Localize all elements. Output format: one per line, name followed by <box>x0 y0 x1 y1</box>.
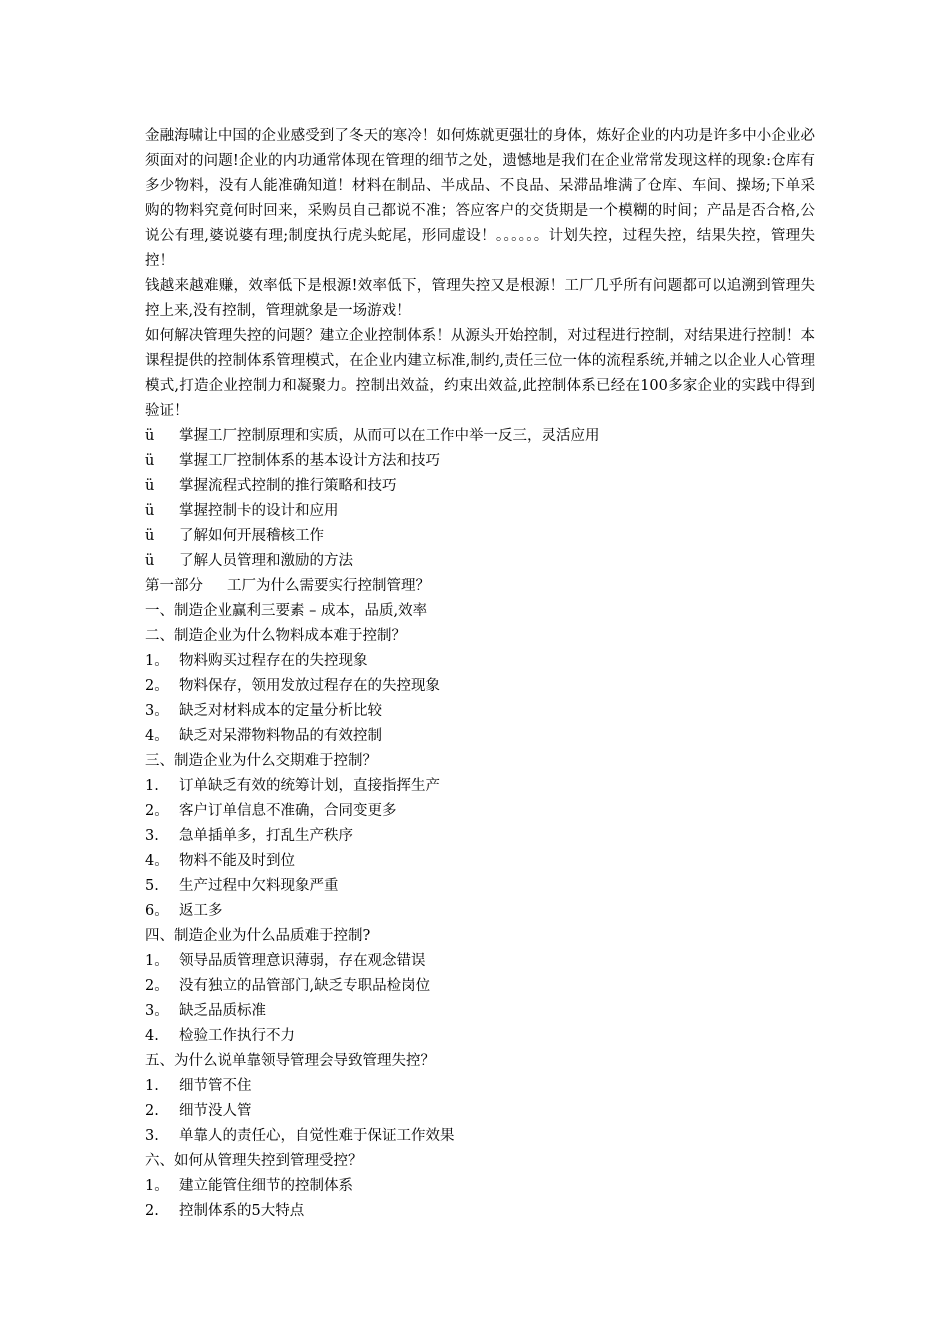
list-item <box>145 1074 815 1099</box>
list-item <box>145 824 815 849</box>
check-bullet: ü <box>145 553 155 569</box>
section-heading: 三、制造企业为什么交期难于控制？ <box>145 753 377 769</box>
list-item <box>145 974 815 999</box>
item-number: 2. <box>145 1103 159 1119</box>
check-bullet: ü <box>145 528 155 544</box>
check-bullet: ü <box>145 478 155 494</box>
intro-paragraph-2: 钱越来越难赚，效率低下是根源!效率低下，管理失控又是根源！工厂几乎所有问题都可以追溯到管理失控上来,没有控制，管理就象是一场游戏！ <box>145 278 815 319</box>
list-item <box>145 724 815 749</box>
objective-text: 了解人员管理和激励的方法 <box>179 553 353 569</box>
objectives-list <box>145 424 815 574</box>
item-number: 1。 <box>145 653 169 669</box>
list-item <box>145 1024 815 1049</box>
part-heading <box>145 574 815 599</box>
item-text: 物料保存，领用发放过程存在的失控现象 <box>179 678 440 694</box>
item-number: 3. <box>145 828 159 844</box>
item-number: 2。 <box>145 803 169 819</box>
item-text: 订单缺乏有效的统筹计划，直接指挥生产 <box>179 778 440 794</box>
item-number: 2。 <box>145 678 169 694</box>
item-text: 领导品质管理意识薄弱，存在观念错误 <box>179 953 426 969</box>
item-number: 4。 <box>145 728 169 744</box>
item-number: 2. <box>145 1203 159 1219</box>
item-text: 细节管不住 <box>179 1078 252 1094</box>
section-heading: 一、制造企业赢利三要素 – 成本，品质,效率 <box>145 603 428 619</box>
list-item <box>145 899 815 924</box>
objective-text: 掌握工厂控制原理和实质，从而可以在工作中举一反三，灵活应用 <box>179 428 600 444</box>
item-text: 客户订单信息不准确，合同变更多 <box>179 803 397 819</box>
list-item <box>145 1099 815 1124</box>
item-text: 单靠人的责任心，自觉性难于保证工作效果 <box>179 1128 455 1144</box>
list-item <box>145 874 815 899</box>
part-title: 工厂为什么需要实行控制管理？ <box>227 578 430 594</box>
objective-item <box>145 449 815 474</box>
item-text: 缺乏对材料成本的定量分析比较 <box>179 703 382 719</box>
item-number: 3。 <box>145 1003 169 1019</box>
objective-item <box>145 424 815 449</box>
objective-text: 掌握控制卡的设计和应用 <box>179 503 339 519</box>
section-heading: 二、制造企业为什么物料成本难于控制？ <box>145 628 406 644</box>
item-text: 返工多 <box>179 903 223 919</box>
check-bullet: ü <box>145 453 155 469</box>
document-body <box>145 124 815 1224</box>
item-number: 1。 <box>145 953 169 969</box>
list-item <box>145 1124 815 1149</box>
item-text: 没有独立的品管部门,缺乏专职品检岗位 <box>179 978 431 994</box>
intro-paragraph-1: 金融海啸让中国的企业感受到了冬天的寒冷！如何炼就更强壮的身体，炼好企业的内功是许多中小企业必须面对的问题!企业的内功通常体现在管理的细节之处，遗憾地是我们在企业常常发现这样的现象:仓库有多少物料，没有人能准确知道！材料在制品、半成品、不良品、呆滞品堆满了仓库、车间、操场;下单采购的物料究竟何时回来，采购员自己都说不准；答应客户的交货期是一个模糊的时间；产品是否合格,公说公有理,婆说婆有理;制度执行虎头蛇尾，形同虚设！。。。。。。计划失控，过程失控，结果失控，管理失控！ <box>145 128 815 269</box>
item-text: 缺乏对呆滞物料物品的有效控制 <box>179 728 382 744</box>
part-label: 第一部分 <box>145 578 203 594</box>
item-number: 6。 <box>145 903 169 919</box>
list-item <box>145 799 815 824</box>
list-item <box>145 674 815 699</box>
item-text: 检验工作执行不力 <box>179 1028 295 1044</box>
item-text: 物料不能及时到位 <box>179 853 295 869</box>
section-heading: 五、为什么说单靠领导管理会导致管理失控？ <box>145 1053 435 1069</box>
objective-text: 了解如何开展稽核工作 <box>179 528 324 544</box>
item-number: 1。 <box>145 1178 169 1194</box>
item-number: 3. <box>145 1128 159 1144</box>
item-text: 细节没人管 <box>179 1103 252 1119</box>
list-item <box>145 774 815 799</box>
list-item <box>145 1174 815 1199</box>
item-number: 3。 <box>145 703 169 719</box>
item-text: 缺乏品质标准 <box>179 1003 266 1019</box>
list-item <box>145 699 815 724</box>
check-bullet: ü <box>145 428 155 444</box>
objective-item <box>145 524 815 549</box>
item-text: 生产过程中欠料现象严重 <box>179 878 339 894</box>
check-bullet: ü <box>145 503 155 519</box>
objective-item <box>145 499 815 524</box>
item-number: 2。 <box>145 978 169 994</box>
objective-item <box>145 549 815 574</box>
item-text: 控制体系的5大特点 <box>179 1203 305 1219</box>
item-number: 1. <box>145 1078 159 1094</box>
list-item <box>145 649 815 674</box>
objective-text: 掌握工厂控制体系的基本设计方法和技巧 <box>179 453 440 469</box>
section-heading: 六、如何从管理失控到管理受控？ <box>145 1153 363 1169</box>
objective-text: 掌握流程式控制的推行策略和技巧 <box>179 478 397 494</box>
item-text: 急单插单多，打乱生产秩序 <box>179 828 353 844</box>
item-number: 5. <box>145 878 159 894</box>
item-text: 物料购买过程存在的失控现象 <box>179 653 368 669</box>
list-item <box>145 1199 815 1224</box>
list-item <box>145 849 815 874</box>
item-number: 4。 <box>145 853 169 869</box>
list-item <box>145 949 815 974</box>
intro-paragraph-3: 如何解决管理失控的问题？建立企业控制体系！从源头开始控制，对过程进行控制，对结果进行控制！本课程提供的控制体系管理模式，在企业内建立标准,制约,责任三位一体的流程系统,并辅之以企业人心管理模式,打造企业控制力和凝聚力。控制出效益，约束出效益,此控制体系已经在100多家企业的实践中得到验证！ <box>145 328 815 419</box>
item-text: 建立能管住细节的控制体系 <box>179 1178 353 1194</box>
item-number: 1. <box>145 778 159 794</box>
intro-section <box>145 124 815 424</box>
objective-item <box>145 474 815 499</box>
section-heading: 四、制造企业为什么品质难于控制? <box>145 928 371 944</box>
list-item <box>145 999 815 1024</box>
item-number: 4. <box>145 1028 159 1044</box>
